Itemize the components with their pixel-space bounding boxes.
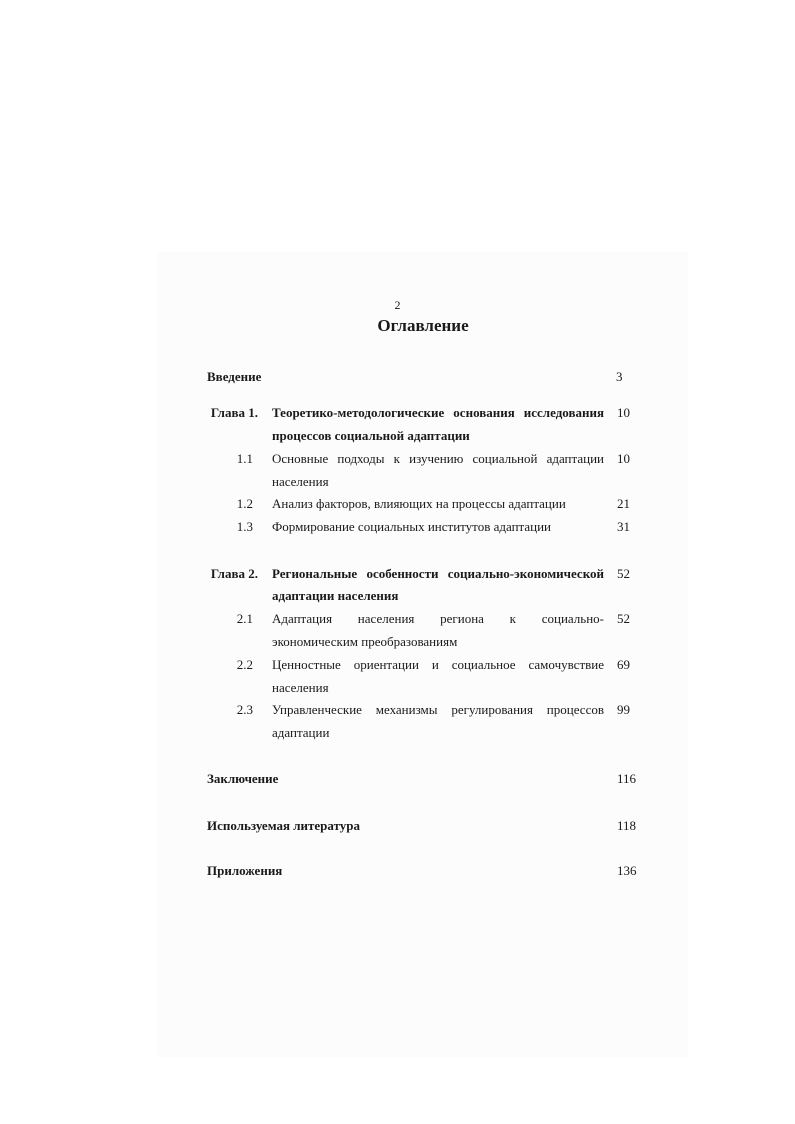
section-1-3-number: 1.3 xyxy=(236,519,253,534)
chapter2-page: 52 xyxy=(617,566,630,581)
section-1-1-title-line2: населения xyxy=(272,474,329,489)
toc-conclusion-label: Заключение xyxy=(207,771,279,786)
section-1-1-page: 10 xyxy=(617,451,630,466)
section-2-1-title-line2: экономическим преобразованиям xyxy=(272,634,458,649)
section-2-1-title-line1: Адаптация населения региона к социально- xyxy=(272,611,604,626)
toc-intro-label: Введение xyxy=(207,369,262,384)
section-1-2-number: 1.2 xyxy=(236,496,253,511)
section-1-1-title-line1: Основные подходы к изучению социальной адаптации xyxy=(272,451,604,466)
section-2-2-page: 69 xyxy=(617,657,630,672)
section-2-2-number: 2.2 xyxy=(236,657,253,672)
section-2-3-title-line2: адаптации xyxy=(272,725,330,740)
section-1-3-page: 31 xyxy=(617,519,630,534)
chapter2-title-line1: Региональные особенности социально-экономической xyxy=(272,566,604,581)
chapter2-label: Глава 2. xyxy=(210,566,258,581)
section-2-2-title-line2: населения xyxy=(272,680,329,695)
section-1-2-title: Анализ факторов, влияющих на процессы адаптации xyxy=(272,496,566,511)
chapter1-label: Глава 1. xyxy=(210,405,258,420)
toc-appendices-page: 136 xyxy=(617,863,637,878)
toc-conclusion-page: 116 xyxy=(617,771,637,786)
toc-intro-page: 3 xyxy=(616,369,623,384)
chapter1-page: 10 xyxy=(617,405,630,420)
chapter2-title-line2: адаптации населения xyxy=(272,588,399,603)
section-2-3-number: 2.3 xyxy=(236,702,253,717)
section-1-2-page: 21 xyxy=(617,496,630,511)
toc-literature-page: 118 xyxy=(617,818,637,833)
toc-literature-label: Используемая литература xyxy=(207,818,361,833)
chapter1-title-line2: процессов социальной адаптации xyxy=(272,428,470,443)
section-2-3-page: 99 xyxy=(617,702,630,717)
chapter1-title-line1: Теоретико-методологические основания исследования xyxy=(272,405,604,420)
section-1-1-number: 1.1 xyxy=(236,451,253,466)
section-2-3-title-line1: Управленческие механизмы регулирования процессов xyxy=(272,702,604,717)
section-1-3-title: Формирование социальных институтов адаптации xyxy=(272,519,552,534)
section-2-2-title-line1: Ценностные ориентации и социальное самочувствие xyxy=(272,657,604,672)
section-2-1-number: 2.1 xyxy=(236,611,253,626)
toc-title: Оглавление xyxy=(377,316,469,335)
section-2-1-page: 52 xyxy=(617,611,630,626)
page-number: 2 xyxy=(394,298,401,312)
toc-appendices-label: Приложения xyxy=(207,863,283,878)
